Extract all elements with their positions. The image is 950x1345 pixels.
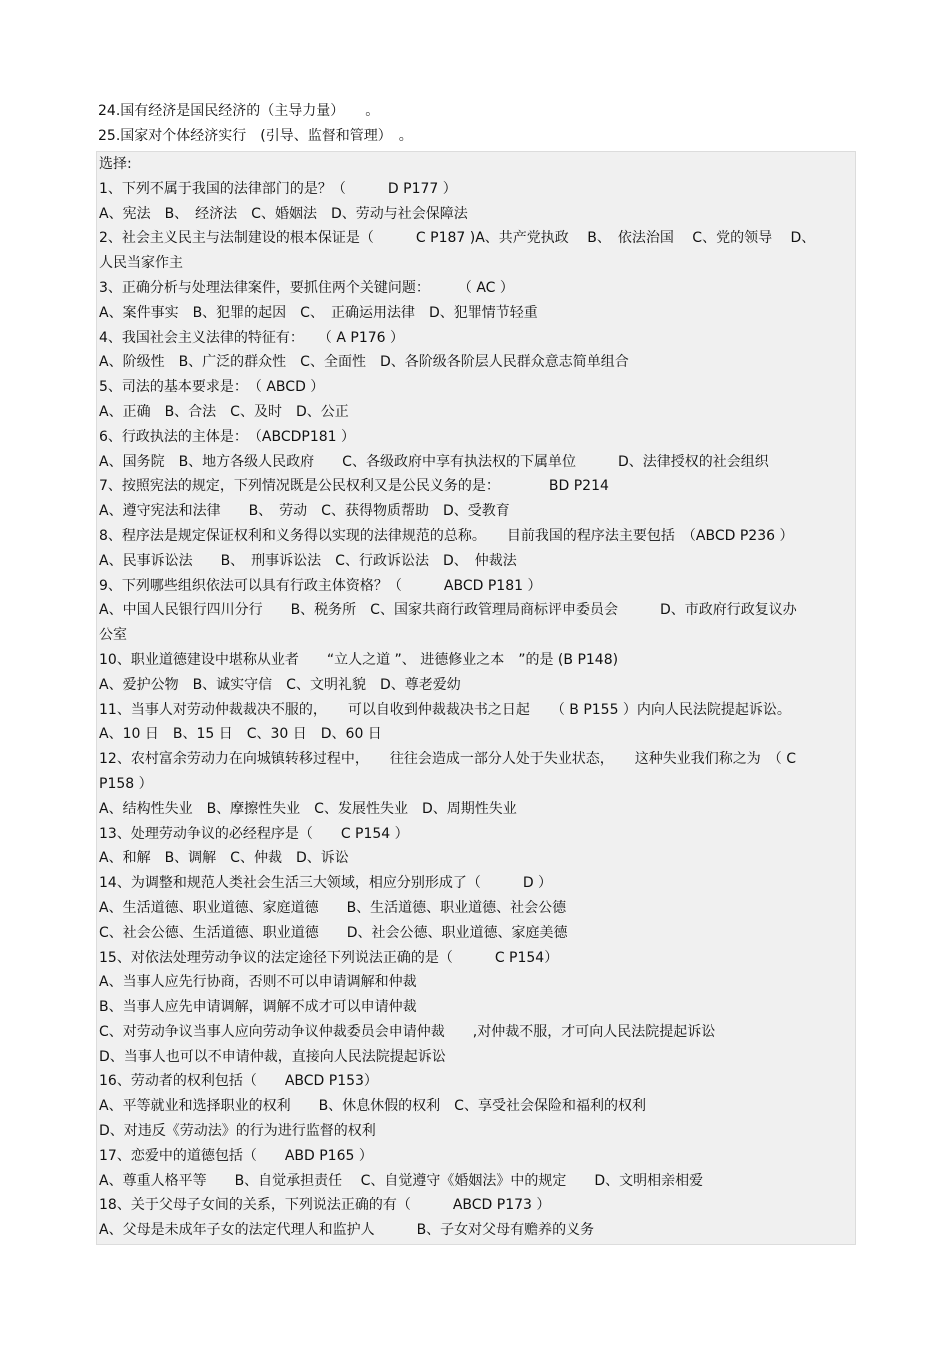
text-line: 15、对依法处理劳动争议的法定途径下列说法正确的是（ C P154） bbox=[99, 949, 559, 966]
text-line: A、爱护公物 B、诚实守信 C、文明礼貌 D、尊老爱幼 bbox=[99, 676, 461, 693]
text-line: 5、司法的基本要求是： （ ABCD ） bbox=[99, 379, 325, 396]
text-line: A、生活道德、职业道德、家庭道德 B、生活道德、职业道德、社会公德 bbox=[99, 899, 567, 916]
header-lines bbox=[98, 99, 858, 149]
shaded-question-block bbox=[96, 151, 856, 1245]
text-line: 9、下列哪些组织依法可以具有行政主体资格？（ ABCD P181 ） bbox=[99, 577, 542, 594]
text-line: 14、为调整和规范人类社会生活三大领域，相应分别形成了（ D ） bbox=[99, 875, 553, 892]
text-line: 16、劳动者的权利包括（ ABCD P153） bbox=[99, 1073, 378, 1090]
text-line: 3、正确分析与处理法律案件，要抓住两个关键问题： （ AC ） bbox=[99, 279, 514, 296]
text-line: 4、我国社会主义法律的特征有： （ A P176 ） bbox=[99, 329, 404, 346]
text-line: 11、当事人对劳动仲裁裁决不服的， 可以自收到仲裁裁决书之日起 （ B P155 ）内向人民法院提起诉讼。 bbox=[99, 701, 791, 718]
question-lines bbox=[99, 177, 855, 1243]
text-line: B、当事人应先申请调解，调解不成才可以申请仲裁 bbox=[99, 999, 417, 1016]
text-line: A、10 日 B、15 日 C、30 日 D、60 日 bbox=[99, 726, 382, 743]
text-line: A、尊重人格平等 B、自觉承担责任 C、自觉遵守《婚姻法》中的规定 D、文明相亲相爱 bbox=[99, 1172, 704, 1189]
text-line: A、案件事实 B、犯罪的起因 C、 正确运用法律 D、犯罪情节轻重 bbox=[99, 304, 538, 321]
text-line-25: 25.国家对个体经济实行 (引导、监督和管理） 。 bbox=[98, 128, 413, 144]
text-line: A、国务院 B、地方各级人民政府 C、各级政府中享有执法权的下属单位 D、法律授权的社会组织 bbox=[99, 453, 769, 470]
text-line: 人民当家作主 bbox=[99, 255, 183, 272]
text-line: D、对违反《劳动法》的行为进行监督的权利 bbox=[99, 1123, 376, 1140]
text-line: C、对劳动争议当事人应向劳动争议仲裁委员会申请仲裁 ,对仲裁不服，才可向人民法院提起诉讼 bbox=[99, 1023, 716, 1040]
text-line: C、社会公德、生活道德、职业道德 D、社会公德、职业道德、家庭美德 bbox=[99, 924, 568, 941]
text-line: D、当事人也可以不申请仲裁，直接向人民法院提起诉讼 bbox=[99, 1048, 446, 1065]
text-line: P158 ） bbox=[99, 775, 153, 792]
text-line: A、阶级性 B、广泛的群众性 C、全面性 D、各阶级各阶层人民群众意志简单组合 bbox=[99, 354, 629, 371]
text-line: 7、按照宪法的规定，下列情况既是公民权利又是公民义务的是： BD P214 bbox=[99, 478, 609, 495]
text-line: 18、关于父母子女间的关系，下列说法正确的有（ ABCD P173 ） bbox=[99, 1197, 551, 1214]
text-line-24: 24.国有经济是国民经济的（主导力量） 。 bbox=[98, 103, 380, 119]
text-line: A、正确 B、合法 C、及时 D、公正 bbox=[99, 403, 349, 420]
text-line: 13、处理劳动争议的必经程序是（ C P154 ） bbox=[99, 825, 409, 842]
text-line: A、结构性失业 B、摩擦性失业 C、发展性失业 D、周期性失业 bbox=[99, 800, 517, 817]
text-line: A、当事人应先行协商，否则不可以申请调解和仲裁 bbox=[99, 974, 417, 991]
text-line: A、宪法 B、 经济法 C、婚姻法 D、劳动与社会保障法 bbox=[99, 205, 468, 222]
text-line: 8、程序法是规定保证权利和义务得以实现的法律规范的总称。 目前我国的程序法主要包括 （ABCD P236 ） bbox=[99, 527, 794, 544]
text-line: A、遵守宪法和法律 B、 劳动 C、获得物质帮助 D、受教育 bbox=[99, 503, 510, 520]
section-label: 选择: bbox=[99, 156, 132, 172]
text-line: 17、恋爱中的道德包括（ ABD P165 ） bbox=[99, 1147, 373, 1164]
text-line: A、平等就业和选择职业的权利 B、休息休假的权利 C、享受社会保险和福利的权利 bbox=[99, 1098, 646, 1115]
text-line: A、民事诉讼法 B、 刑事诉讼法 C、行政诉讼法 D、 仲裁法 bbox=[99, 552, 517, 569]
text-line: 12、农村富余劳动力在向城镇转移过程中， 往往会造成一部分人处于失业状态， 这种失业我们称之为 （ C bbox=[99, 751, 797, 768]
text-line: 公室 bbox=[99, 627, 127, 644]
text-line: A、父母是未成年子女的法定代理人和监护人 B、子女对父母有赡养的义务 bbox=[99, 1222, 595, 1239]
text-line: 2、社会主义民主与法制建设的根本保证是（ C P187 )A、共产党执政 B、 依法治国 C、党的领导 D、 bbox=[99, 230, 816, 247]
text-line: A、和解 B、调解 C、仲裁 D、诉讼 bbox=[99, 850, 349, 867]
text-line: 6、行政执法的主体是： （ABCDP181 ） bbox=[99, 428, 356, 445]
text-line: A、中国人民银行四川分行 B、税务所 C、国家共商行政管理局商标评申委员会 D、市政府行政复议办 bbox=[99, 602, 797, 619]
text-line: 10、职业道德建设中堪称从业者 “立人之道 ”、 进德修业之本 ”的是 (B P148) bbox=[99, 651, 619, 668]
text-line: 1、下列不属于我国的法律部门的是？（ D P177 ） bbox=[99, 180, 457, 197]
